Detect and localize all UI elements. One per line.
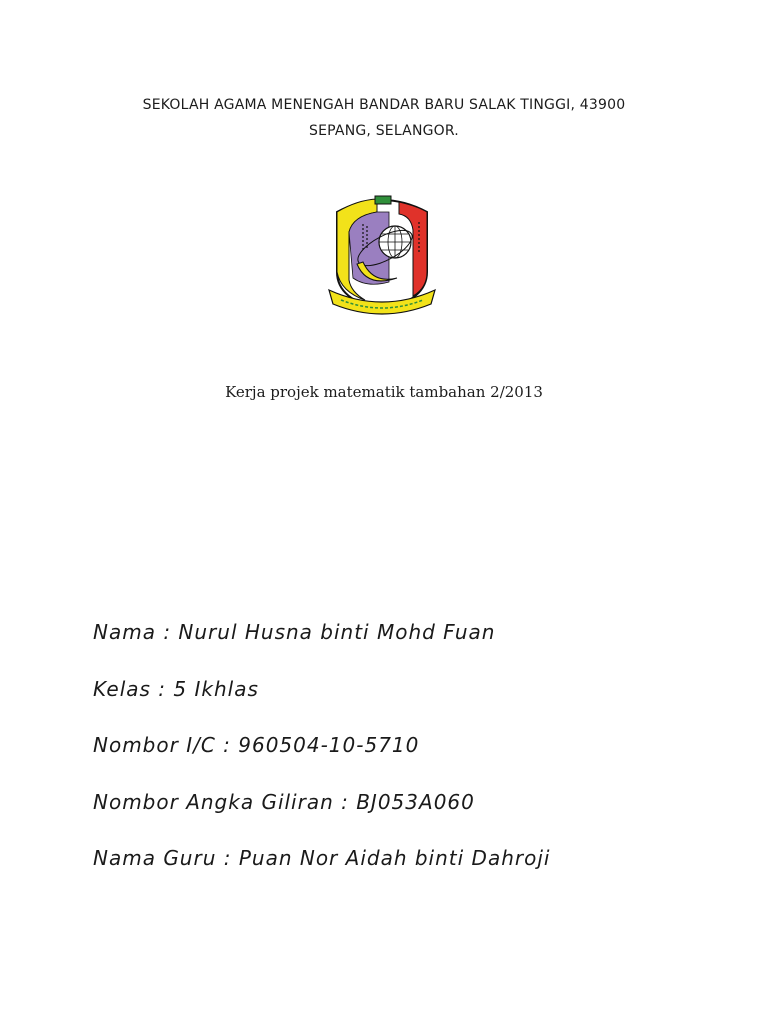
student-details [93, 614, 733, 897]
project-title: Kerja projek matematik tambahan 2/2013 [225, 383, 543, 401]
detail-ic-number: Nombor I/C : 960504-10-5710 [93, 733, 420, 757]
school-crest-icon [327, 192, 437, 322]
school-location-line: SEPANG, SELANGOR. [309, 123, 459, 139]
detail-index-number: Nombor Angka Giliran : BJ053A060 [93, 789, 475, 814]
detail-class: Kelas : 5 Ikhlas [93, 676, 259, 701]
school-header [40, 92, 728, 144]
detail-name: Nama : Nurul Husna binti Mohd Fuan [93, 620, 496, 644]
school-name-line: SEKOLAH AGAMA MENENGAH BANDAR BARU SALAK TINGGI, 43900 [142, 97, 626, 113]
detail-teacher: Nama Guru : Puan Nor Aidah binti Dahroji [93, 846, 551, 870]
